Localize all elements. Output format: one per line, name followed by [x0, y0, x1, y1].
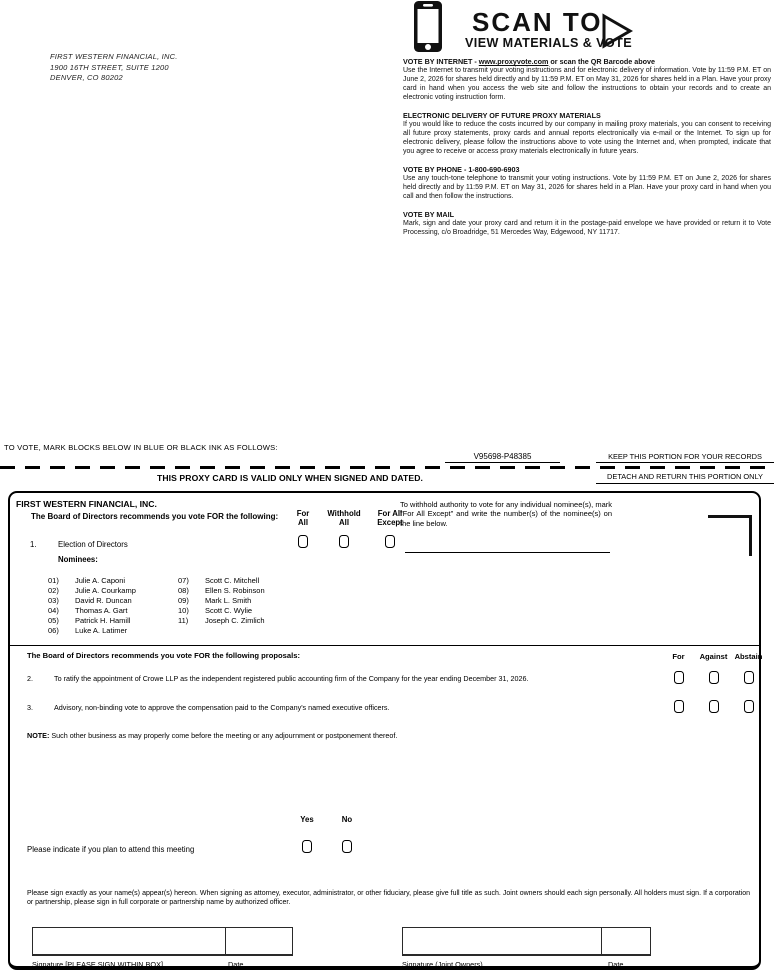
- nominee-name: David R. Duncan: [75, 596, 132, 605]
- corner-mark-vertical: [749, 515, 752, 556]
- nominee-row: [48, 586, 136, 596]
- nominee-name: Julie A. Courkamp: [75, 586, 136, 595]
- vote-by-internet-heading-prefix: VOTE BY INTERNET -: [403, 57, 479, 66]
- vote-by-phone-section: [403, 166, 771, 202]
- election-checkbox-row: [286, 535, 412, 548]
- smartphone-icon: [413, 1, 443, 53]
- signature-date-divider: [225, 928, 226, 954]
- nominee-name: Luke A. Latimer: [75, 626, 128, 635]
- proposal3-text: Advisory, non-binding vote to approve the compensation paid to the Company's named executive officers.: [54, 703, 390, 712]
- checkbox-p3-abstain[interactable]: [744, 700, 754, 713]
- withhold-all-header-line1: Withhold: [327, 509, 361, 518]
- vote-by-mail-body: Mark, sign and date your proxy card and return it in the postage-paid envelope we have provided or return it to Vote Processing, c/o Broadridge, 51 Mercedes Way, Edgewood, NY 11717.: [403, 220, 771, 236]
- nominee-row: [178, 606, 265, 616]
- nominee-row: [48, 626, 136, 636]
- attend-checkbox-row: [287, 840, 367, 853]
- for-all-header-line1: For: [296, 509, 310, 518]
- vote-by-phone-body: Use any touch-tone telephone to transmit your voting instructions. Vote by 11:59 P.M. ET on June 2, 2026 for shares held directly and by 11:59 P.M. ET on May 31, 2026 for shares held in a Plan. Have your proxy card in hand when you call and then follow the instructions.: [403, 174, 771, 200]
- signature-date-divider: [601, 928, 602, 954]
- item1-number: 1.: [30, 540, 37, 549]
- section-divider: [10, 645, 759, 646]
- electronic-delivery-body: If you would like to reduce the costs incurred by our company in mailing proxy materials, you can consent to receiving all future proxy statements, proxy cards and annual reports electronically via e-mail or the Internet. To sign up for electronic delivery, please follow the instructions above to vote using the Internet and, when prompted, indicate that you agree to receive or access proxy materials electronically in future years.: [403, 120, 771, 155]
- nominee-row: [48, 616, 136, 626]
- signature-box-primary[interactable]: [32, 927, 293, 956]
- return-address-line: FIRST WESTERN FINANCIAL, INC.: [50, 52, 178, 61]
- electronic-delivery-section: [403, 112, 771, 157]
- nominee-number: 07): [178, 576, 189, 585]
- nominee-row: [48, 596, 136, 606]
- nominee-number: 01): [48, 576, 59, 585]
- checkbox-attend-yes[interactable]: [302, 840, 312, 853]
- nominee-number: 05): [48, 616, 59, 625]
- vote-column-headers-2: [661, 652, 766, 661]
- proxyvote-link[interactable]: www.proxyvote.com: [478, 57, 549, 66]
- nominee-name: Mark L. Smith: [205, 596, 252, 605]
- return-address: [50, 52, 177, 84]
- nominee-number: 08): [178, 586, 189, 595]
- no-header: No: [341, 815, 353, 824]
- for-all-except-header-line1: For All: [377, 509, 403, 518]
- checkbox-withhold-all[interactable]: [339, 535, 349, 548]
- checkbox-p2-for[interactable]: [674, 671, 684, 684]
- board-recommendation-1: The Board of Directors recommends you vote FOR the following:: [31, 512, 279, 521]
- proposal2-checkbox-row: [661, 671, 766, 684]
- checkbox-p2-against[interactable]: [709, 671, 719, 684]
- scan-to-title: SCAN TO: [472, 7, 603, 37]
- note-body: Such other business as may properly come before the meeting or any adjournment or postponement thereof.: [49, 731, 398, 740]
- keep-portion-text: KEEP THIS PORTION FOR YOUR RECORDS: [596, 452, 774, 463]
- vote-by-mail-section: [403, 211, 771, 238]
- against-header: Against: [699, 652, 728, 661]
- nominee-number: 04): [48, 606, 59, 615]
- electronic-delivery-heading: ELECTRONIC DELIVERY OF FUTURE PROXY MATERIALS: [403, 111, 601, 121]
- for-all-header: [286, 509, 320, 527]
- nominees-label: Nominees:: [58, 555, 98, 564]
- nominee-list-column-1: [48, 576, 136, 636]
- nominee-number: 03): [48, 596, 59, 605]
- checkbox-for-all[interactable]: [298, 535, 308, 548]
- checkbox-for-all-except[interactable]: [385, 535, 395, 548]
- checkbox-attend-no[interactable]: [342, 840, 352, 853]
- vote-by-internet-heading-suffix: or scan the QR Barcode above: [548, 57, 656, 66]
- nominee-row: [178, 596, 265, 606]
- proposal3-checkbox-row: [661, 700, 766, 713]
- attend-column-headers: [287, 815, 367, 824]
- abstain-header: Abstain: [734, 652, 763, 661]
- nominee-name: Scott C. Wylie: [205, 606, 253, 615]
- nominee-name: Thomas A. Gart: [75, 606, 128, 615]
- proposal2-text: To ratify the appointment of Crowe LLP as the independent registered public accounting firm of the Company for the year ending December 31, 2026.: [54, 674, 529, 683]
- board-recommendation-2: The Board of Directors recommends you vote FOR the following proposals:: [27, 651, 300, 660]
- signature-instructions: Please sign exactly as your name(s) appear(s) hereon. When signing as attorney, executor, administrator, or other fiduciary, please give full title as such. Joint owners should each sign personally. All holders must sign. If a corporation or partnership, please sign in full corporate or partnership name by authorized officer.: [27, 890, 750, 906]
- checkbox-p3-against[interactable]: [709, 700, 719, 713]
- detach-portion-text: DETACH AND RETURN THIS PORTION ONLY: [596, 472, 774, 484]
- nominee-name: Scott C. Mitchell: [205, 576, 260, 585]
- nominee-name: Patrick H. Hamill: [75, 616, 131, 625]
- vote-by-phone-heading: VOTE BY PHONE - 1-800-690-6903: [403, 165, 520, 175]
- proxy-card-box: [8, 491, 761, 970]
- nominee-row: [178, 586, 265, 596]
- vote-by-mail-heading: VOTE BY MAIL: [403, 210, 454, 220]
- nominee-row: [48, 606, 136, 616]
- for-header: For: [672, 652, 685, 661]
- for-all-header-line2: All: [298, 518, 308, 527]
- nominee-number: 10): [178, 606, 189, 615]
- vote-methods: [403, 58, 771, 247]
- nominee-name: Julie A. Caponi: [75, 576, 126, 585]
- nominee-number: 09): [178, 596, 189, 605]
- checkbox-p3-for[interactable]: [674, 700, 684, 713]
- proposal3-number: 3.: [27, 703, 33, 712]
- return-address-line: DENVER, CO 80202: [50, 73, 123, 82]
- nominee-exception-write-in-line[interactable]: [405, 552, 610, 553]
- signature2-date-label: Date: [608, 960, 624, 969]
- nominee-number: 11): [178, 616, 189, 625]
- note-text: [27, 731, 677, 740]
- company-name: FIRST WESTERN FINANCIAL, INC.: [16, 499, 157, 509]
- detach-dashed-line: [0, 466, 774, 469]
- signature1-label: Signature [PLEASE SIGN WITHIN BOX]: [32, 960, 163, 969]
- nominee-row: [178, 616, 265, 626]
- attend-meeting-text: Please indicate if you plan to attend this meeting: [27, 845, 195, 854]
- for-all-except-header-line2: Except: [377, 518, 403, 527]
- signature2-label: Signature (Joint Owners): [402, 960, 483, 969]
- nominee-row: [48, 576, 136, 586]
- mark-blocks-instruction: TO VOTE, MARK BLOCKS BELOW IN BLUE OR BLACK INK AS FOLLOWS:: [4, 443, 278, 452]
- scan-to-subtitle: VIEW MATERIALS & VOTE: [465, 36, 632, 50]
- vote-by-internet-section: [403, 58, 771, 103]
- valid-when-signed-notice: THIS PROXY CARD IS VALID ONLY WHEN SIGNED AND DATED.: [156, 473, 424, 483]
- vote-by-internet-heading: [403, 58, 771, 67]
- vote-by-internet-body: Use the Internet to transmit your voting instructions and for electronic delivery of information. Vote by 11:59 P.M. ET on June 2, 2026 for shares held directly and by 11:59 P.M. ET on May 31, 2026 for shares held in a Plan. Have your proxy card in hand when you access the web site and follow the instructions to obtain your records and to create an electronic voting instruction form.: [403, 66, 771, 101]
- nominee-number: 02): [48, 586, 59, 595]
- withhold-all-header-line2: All: [339, 518, 349, 527]
- proposal2-number: 2.: [27, 674, 33, 683]
- item1-text: Election of Directors: [58, 540, 128, 549]
- signature-box-joint[interactable]: [402, 927, 651, 956]
- yes-header: Yes: [300, 815, 314, 824]
- withhold-all-header: [320, 509, 368, 527]
- withhold-authority-note: To withhold authority to vote for any individual nominee(s), mark "For All Except" and write the number(s) of the nominee(s) on the line below.: [400, 500, 612, 528]
- corner-mark-horizontal: [708, 515, 752, 518]
- nominee-name: Joseph C. Zimlich: [205, 616, 265, 625]
- checkbox-p2-abstain[interactable]: [744, 671, 754, 684]
- arrow-right-icon: [601, 13, 633, 49]
- control-number: V95698-P48385: [445, 452, 560, 463]
- nominee-name: Ellen S. Robinson: [205, 586, 265, 595]
- note-label: NOTE:: [27, 731, 50, 740]
- nominee-list-column-2: [178, 576, 265, 626]
- nominee-row: [178, 576, 265, 586]
- vote-column-headers-1: [286, 509, 412, 527]
- return-address-line: 1900 16TH STREET, SUITE 1200: [50, 62, 169, 72]
- nominee-number: 06): [48, 626, 59, 635]
- signature1-date-label: Date: [228, 960, 244, 969]
